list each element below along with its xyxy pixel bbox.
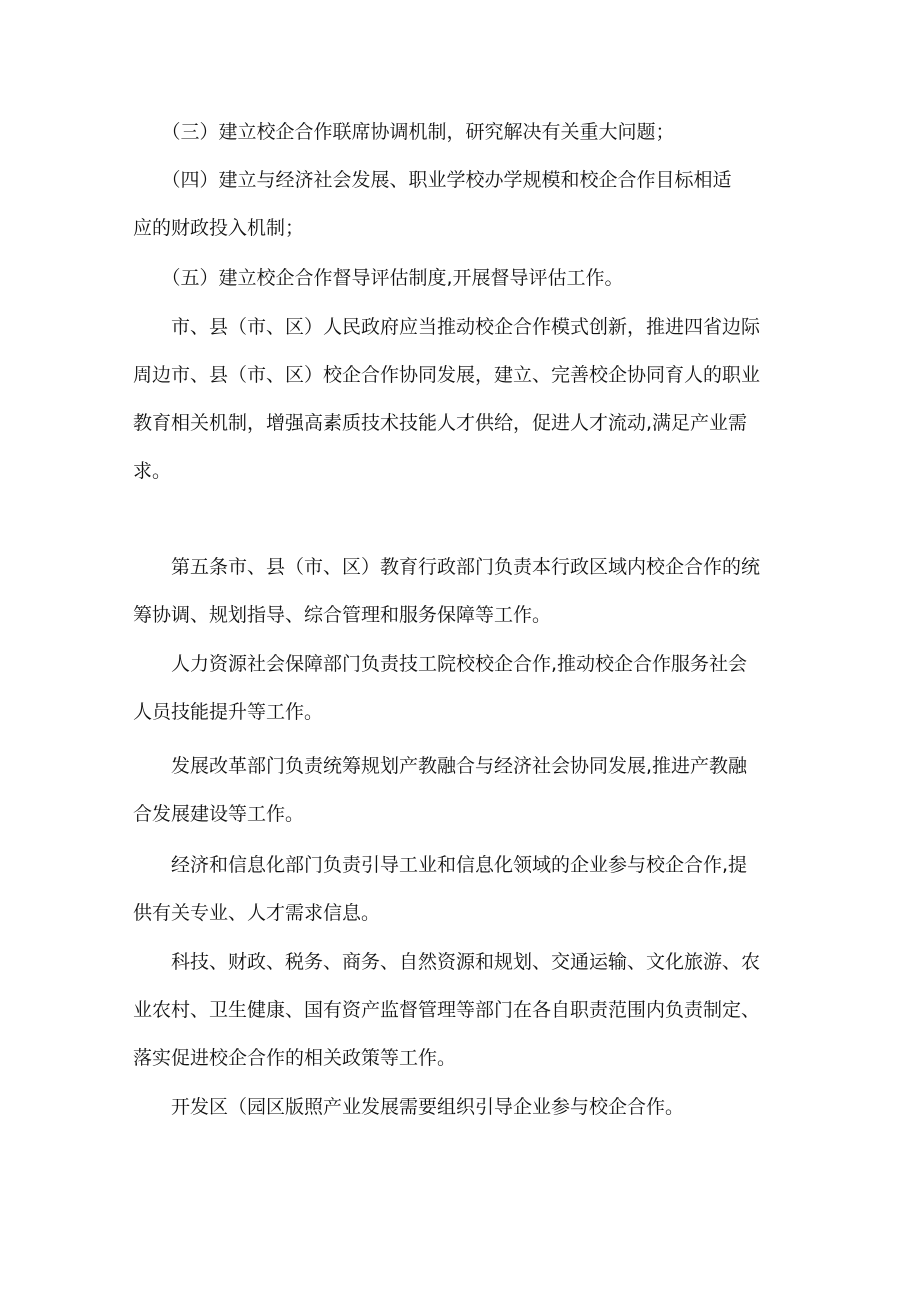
paragraph-p1 <box>133 108 793 156</box>
text-line: 落实促进校企合作的相关政策等工作。 <box>133 1047 457 1069</box>
text-line: 发展改革部门负责统筹规划产教融合与经济社会协同发展,推进产教融 <box>133 755 748 777</box>
text-line: 合发展建设等工作。 <box>133 803 305 825</box>
text-line: （三）建立校企合作联席协调机制，研究解决有关重大问题； <box>133 121 675 143</box>
paragraph-p9 <box>133 938 793 1082</box>
text-line: 经济和信息化部门负责引导工业和信息化领域的企业参与校企合作,提 <box>133 854 748 876</box>
paragraph-p3 <box>133 254 793 302</box>
paragraph-p2 <box>133 156 793 252</box>
paragraph-p7 <box>133 742 793 838</box>
text-line: 市、县（市、区）人民政府应当推动校企合作模式创新，推进四省边际 <box>133 316 761 338</box>
text-line: 应的财政投入机制； <box>133 217 305 239</box>
paragraph-p8 <box>133 841 793 937</box>
paragraph-p10 <box>133 1083 793 1131</box>
text-line: （四）建立与经济社会发展、职业学校办学规模和校企合作目标相适 <box>133 169 732 191</box>
text-line: 周边市、县（市、区）校企合作协同发展，建立、完善校企协同育人的职业 <box>133 364 761 386</box>
text-line: 人员技能提升等工作。 <box>133 701 324 723</box>
text-line: 开发区（园区版照产业发展需要组织引导企业参与校企合作。 <box>133 1096 685 1118</box>
text-line: （五）建立校企合作督导评估制度,开展督导评估工作。 <box>133 267 624 289</box>
paragraph-p4 <box>133 303 793 495</box>
paragraph-p6 <box>133 640 793 736</box>
text-line: 人力资源社会保障部门负责技工院校校企合作,推动校企合作服务社会 <box>133 653 748 675</box>
text-line: 业农村、卫生健康、国有资产监督管理等部门在各自职责范围内负责制定、 <box>133 999 761 1021</box>
paragraph-p5 <box>133 543 793 639</box>
text-line: 供有关专业、人才需求信息。 <box>133 902 381 924</box>
text-line: 筹协调、规划指导、综合管理和服务保障等工作。 <box>133 604 552 626</box>
text-line: 科技、财政、税务、商务、自然资源和规划、交通运输、文化旅游、农 <box>133 951 761 973</box>
text-line: 第五条市、县（市、区）教育行政部门负责本行政区域内校企合作的统 <box>133 556 761 578</box>
text-line: 求。 <box>133 460 172 482</box>
text-line: 教育相关机制，增强高素质技术技能人才供给，促进人才流动,满足产业需 <box>133 412 748 434</box>
